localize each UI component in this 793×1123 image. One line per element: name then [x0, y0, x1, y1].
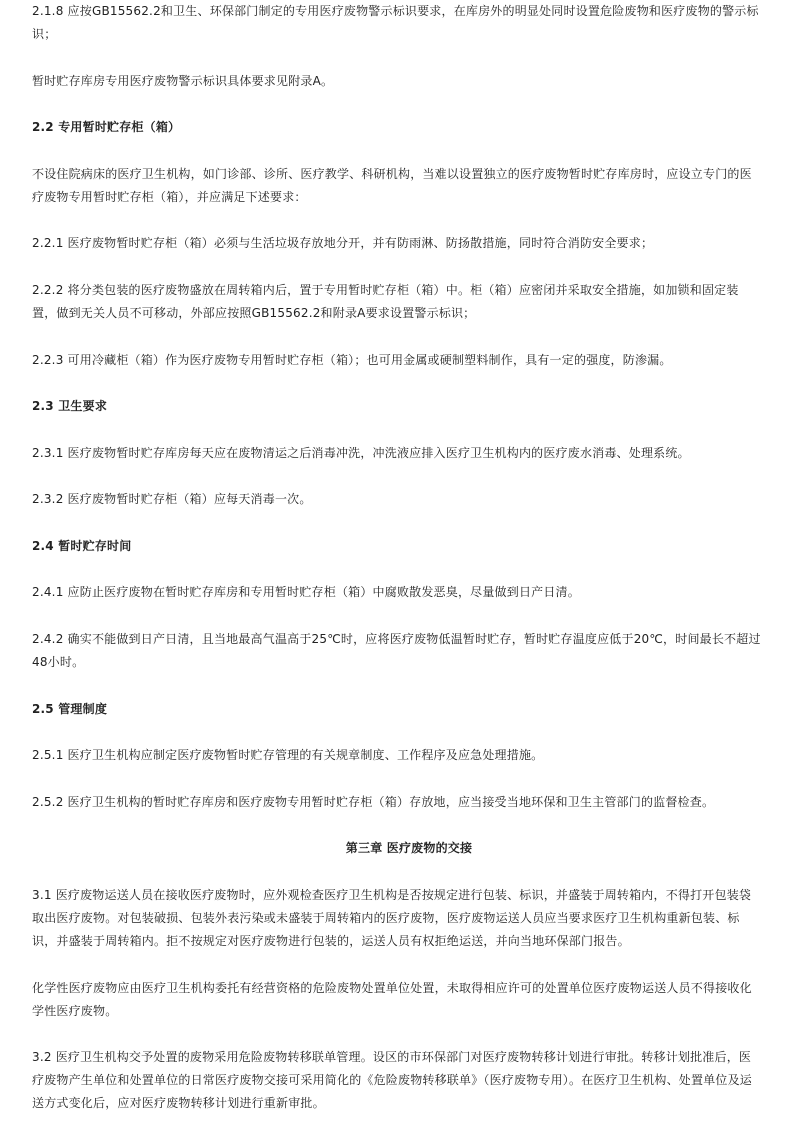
paragraph-2-5-1: 2.5.1 医疗卫生机构应制定医疗废物暂时贮存管理的有关规章制度、工作程序及应急处理措施。 — [32, 748, 544, 762]
paragraph-2-5-2: 2.5.2 医疗卫生机构的暂时贮存库房和医疗废物专用暂时贮存柜（箱）存放地，应当接受当地环保和卫生主管部门的监督检查。 — [32, 795, 715, 809]
paragraph-2-2-2: 2.2.2 将分类包装的医疗废物盛放在周转箱内后，置于专用暂时贮存柜（箱）中。柜（箱）应密闭并采取安全措施，如加锁和固定装置，做到无关人员不可移动，外部应按照GB15562.2和附录A要求设置警示标识； — [32, 283, 739, 320]
heading-2-2: 2.2 专用暂时贮存柜（箱） — [32, 120, 181, 134]
paragraph-2-2-3: 2.2.3 可用冷藏柜（箱）作为医疗废物专用暂时贮存柜（箱）；也可用金属或硬制塑料制作，具有一定的强度，防渗漏。 — [32, 353, 672, 367]
paragraph-2-4-2: 2.4.2 确实不能做到日产日清，且当地最高气温高于25℃时，应将医疗废物低温暂时贮存，暂时贮存温度应低于20℃，时间最长不超过48小时。 — [32, 632, 761, 669]
paragraph-2-3-1: 2.3.1 医疗废物暂时贮存库房每天应在废物清运之后消毒冲洗，冲洗液应排入医疗卫生机构内的医疗废水消毒、处理系统。 — [32, 446, 690, 460]
paragraph-2-4-1: 2.4.1 应防止医疗废物在暂时贮存库房和专用暂时贮存柜（箱）中腐败散发恶臭，尽量做到日产日清。 — [32, 585, 580, 599]
heading-2-5: 2.5 管理制度 — [32, 702, 108, 716]
heading-2-3: 2.3 卫生要求 — [32, 399, 108, 413]
paragraph-2-2-intro: 不设住院病床的医疗卫生机构，如门诊部、诊所、医疗教学、科研机构，当难以设置独立的医疗废物暂时贮存库房时，应设立专门的医疗废物专用暂时贮存柜（箱），并应满足下述要求： — [32, 167, 752, 204]
paragraph-chemical-waste: 化学性医疗废物应由医疗卫生机构委托有经营资格的危险废物处置单位处置，未取得相应许可的处置单位医疗废物运送人员不得接收化学性医疗废物。 — [32, 981, 752, 1018]
paragraph-2-2-1: 2.2.1 医疗废物暂时贮存柜（箱）必须与生活垃圾存放地分开，并有防雨淋、防扬散措施，同时符合消防安全要求； — [32, 236, 654, 250]
paragraph-appendix-note: 暂时贮存库房专用医疗废物警示标识具体要求见附录A。 — [32, 74, 334, 88]
paragraph-3-2: 3.2 医疗卫生机构交予处置的废物采用危险废物转移联单管理。设区的市环保部门对医疗废物转移计划进行审批。转移计划批准后，医疗废物产生单位和处置单位的日常医疗废物交接可采用简化的《危险废物转移联单》（医疗废物专用）。在医疗卫生机构、处置单位及运送方式变化后，应对医疗废物转移计划进行重新审批。 — [32, 1050, 753, 1110]
paragraph-2-1-8: 2.1.8 应按GB15562.2和卫生、环保部门制定的专用医疗废物警示标识要求，在库房外的明显处同时设置危险废物和医疗废物的警示标识； — [32, 4, 759, 41]
heading-2-4: 2.4 暂时贮存时间 — [32, 539, 132, 553]
paragraph-3-1: 3.1 医疗废物运送人员在接收医疗废物时，应外观检查医疗卫生机构是否按规定进行包装、标识，并盛装于周转箱内，不得打开包装袋取出医疗废物。对包装破损、包装外表污染或未盛装于周转箱内的医疗废物，医疗废物运送人员应当要求医疗卫生机构重新包装、标识，并盛装于周转箱内。拒不按规定对医疗废物进行包装的，运送人员有权拒绝运送，并向当地环保部门报告。 — [32, 888, 752, 948]
paragraph-2-3-2: 2.3.2 医疗废物暂时贮存柜（箱）应每天消毒一次。 — [32, 492, 312, 506]
chapter-3-title: 第三章 医疗废物的交接 — [345, 841, 473, 855]
